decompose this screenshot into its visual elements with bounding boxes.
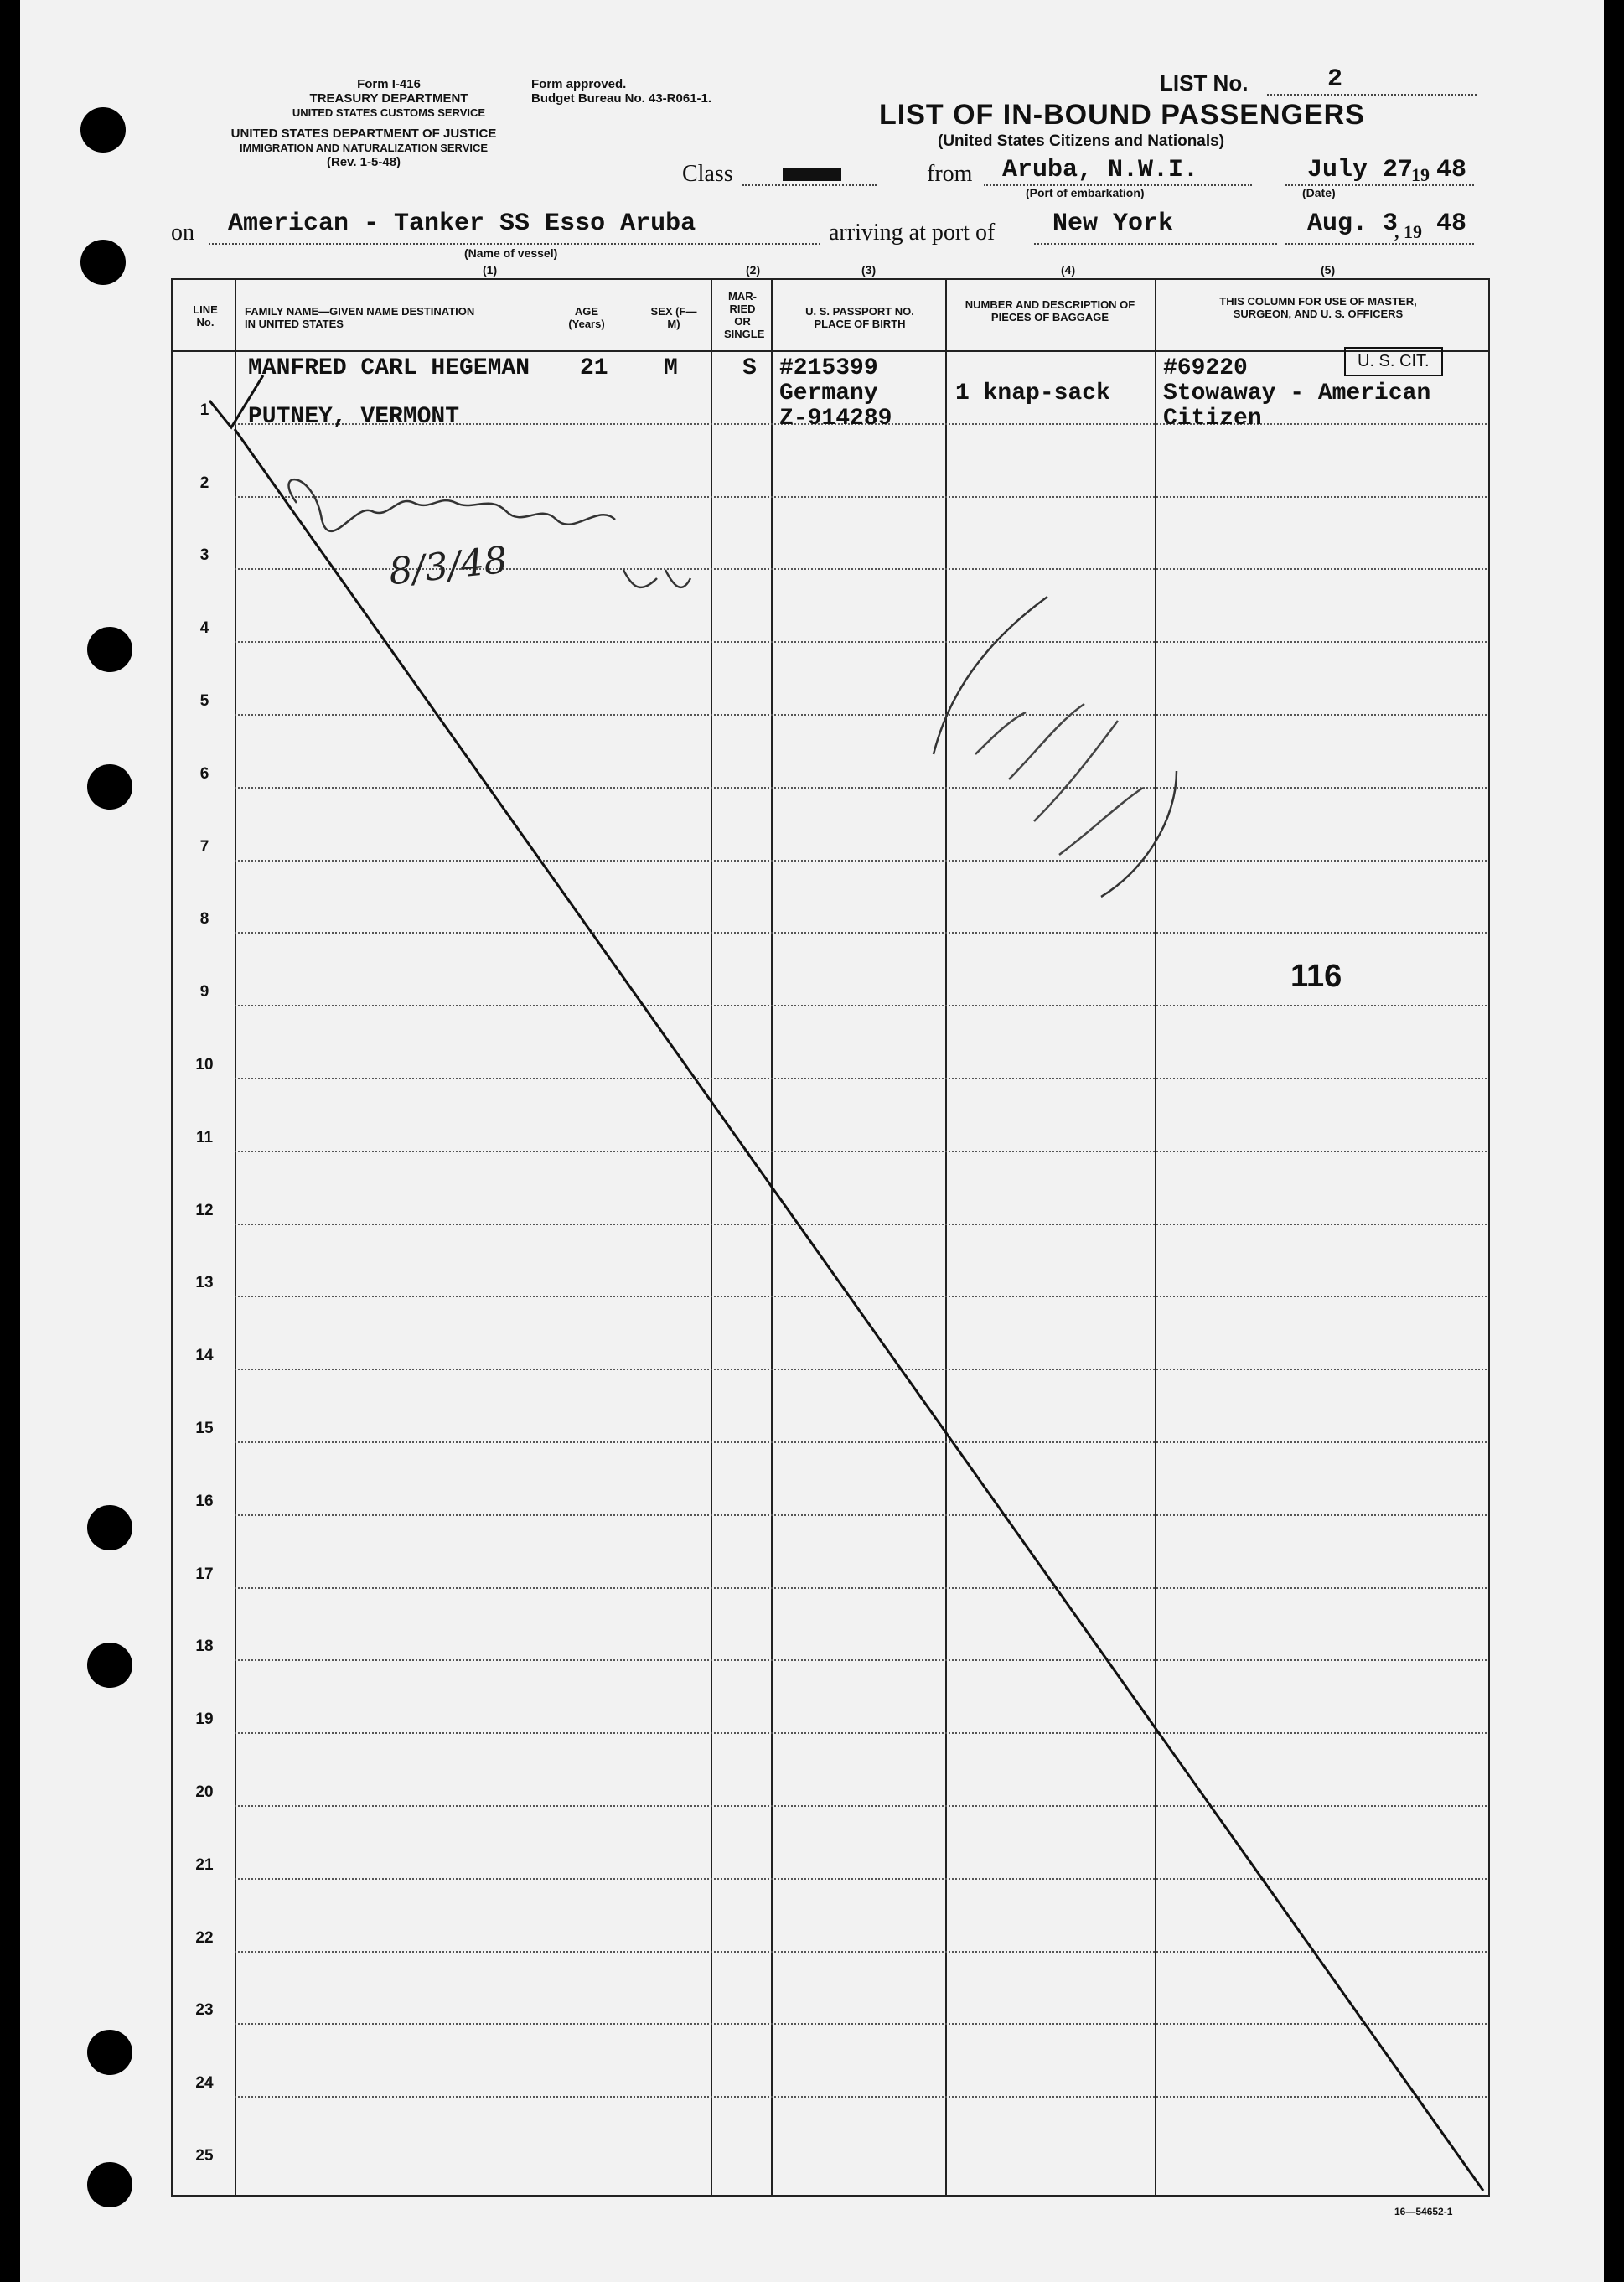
arriving-label: arriving at port of: [829, 220, 996, 246]
row-number: 14: [195, 1347, 214, 1365]
row-number: 22: [195, 1928, 214, 1947]
port-embarkation-caption: (Port of embarkation): [1026, 186, 1145, 199]
passport-extra: Z-914289: [779, 406, 892, 432]
officer-note: Stowaway - American: [1163, 380, 1431, 406]
dept-ins: IMMIGRATION AND NATURALIZATION SERVICE: [239, 142, 489, 154]
row-number: 20: [195, 1783, 214, 1801]
passenger-age: 21: [580, 355, 608, 381]
passenger-sex: M: [664, 355, 678, 381]
col-ref: (2): [746, 263, 761, 277]
row-number: 3: [199, 546, 209, 565]
form-title: LIST OF IN-BOUND PASSENGERS: [879, 99, 1365, 131]
form-number: Form I-416: [357, 77, 421, 91]
row-number: 7: [199, 837, 209, 856]
form-approved: Form approved.: [531, 77, 627, 91]
departure-year: 48: [1436, 156, 1467, 184]
row-number: 21: [195, 1855, 214, 1874]
manifest-sheet: [20, 0, 1604, 2282]
arrival-port: New York: [1052, 210, 1174, 238]
row-number: 16: [195, 1492, 214, 1510]
col-header-baggage: NUMBER AND DESCRIPTION OF PIECES OF BAGGAGE: [965, 298, 1135, 323]
row-number: 15: [195, 1420, 214, 1437]
row-number: 23: [195, 2001, 214, 2020]
cancellation-overlay: [20, 0, 1604, 2282]
handwritten-note-arc: [934, 597, 1047, 754]
page-number: 116: [1290, 959, 1342, 994]
dept-justice: UNITED STATES DEPARTMENT OF JUSTICE: [230, 127, 497, 141]
vessel-caption: (Name of vessel): [464, 246, 558, 260]
col-header-passport: U. S. PASSPORT NO. PLACE OF BIRTH: [805, 305, 914, 330]
col-ref: (4): [1061, 263, 1076, 277]
row-number: 10: [195, 1056, 214, 1074]
handwritten-initials: [623, 570, 690, 587]
row-number: 19: [195, 1710, 214, 1729]
row-number: 12: [195, 1201, 214, 1219]
col-header-sex: SEX (F—M): [650, 305, 697, 330]
row-number: 8: [199, 910, 209, 929]
us-citizen-stamp: U. S. CIT.: [1344, 347, 1443, 376]
row-number: 13: [195, 1274, 214, 1292]
row-number: 6: [199, 764, 209, 783]
col-header-age: AGE (Years): [568, 305, 605, 330]
handwritten-date: 8/3/48: [386, 538, 509, 594]
col-header-married: MAR-RIED OR SINGLE: [724, 290, 765, 340]
arrival-date: Aug. 3: [1307, 210, 1399, 238]
col-ref: (1): [483, 263, 498, 277]
row-number: 1: [199, 401, 209, 419]
baggage: 1 knap-sack: [955, 380, 1110, 406]
arrival-19: , 19: [1394, 221, 1422, 242]
col-header-name: FAMILY NAME—GIVEN NAME DESTINATION IN UNITED STATES: [245, 305, 475, 330]
budget-bureau: Budget Bureau No. 43-R061-1.: [531, 91, 712, 106]
form-subtitle: (United States Citizens and Nationals): [938, 132, 1225, 150]
arrival-year: 48: [1436, 210, 1467, 238]
printer-code: 16—54652-1: [1394, 2206, 1453, 2217]
departure-date: July 27: [1307, 156, 1414, 184]
list-number-label: LIST No.: [1160, 70, 1249, 96]
from-label: from: [927, 161, 973, 187]
handwritten-note: [975, 704, 1143, 855]
row-number: 25: [195, 2147, 214, 2165]
row-number: 9: [199, 983, 209, 1001]
passenger-destination: PUTNEY, VERMONT: [248, 404, 460, 430]
row-number: 18: [195, 1638, 214, 1656]
col-ref: (5): [1321, 263, 1336, 277]
officer-number: #69220: [1163, 355, 1248, 381]
cancellation-line: [235, 429, 1483, 2191]
birthplace: Germany: [779, 380, 878, 406]
list-number: 2: [1327, 65, 1343, 94]
row-number: 11: [195, 1128, 214, 1146]
col-header-officers: THIS COLUMN FOR USE OF MASTER, SURGEON, AND U. S. OFFICERS: [1219, 295, 1417, 320]
dept-treasury: TREASURY DEPARTMENT: [309, 91, 468, 106]
on-label: on: [171, 220, 194, 246]
officer-note: Citizen: [1163, 406, 1262, 432]
dept-customs: UNITED STATES CUSTOMS SERVICE: [292, 106, 486, 119]
class-label: Class: [682, 161, 733, 187]
row-number: 24: [195, 2074, 214, 2093]
departure-19: 19: [1411, 164, 1430, 185]
port-of-embarkation: Aruba, N.W.I.: [1002, 156, 1199, 184]
passport-number: #215399: [779, 355, 878, 381]
form-revision: (Rev. 1-5-48): [326, 155, 401, 169]
passenger-marital: S: [742, 355, 757, 381]
vessel-name: American - Tanker SS Esso Aruba: [228, 210, 696, 238]
row-number: 17: [195, 1565, 214, 1583]
row-number: 2: [199, 473, 209, 492]
col-ref: (3): [861, 263, 877, 277]
row-number: 5: [199, 692, 209, 710]
row-number: 4: [199, 619, 209, 638]
passenger-name: MANFRED CARL HEGEMAN: [248, 355, 530, 381]
check-mark-icon: [209, 375, 263, 427]
handwritten-signature: [289, 479, 615, 531]
col-header-line-no: LINE No.: [193, 303, 218, 329]
date-caption: (Date): [1302, 186, 1336, 199]
